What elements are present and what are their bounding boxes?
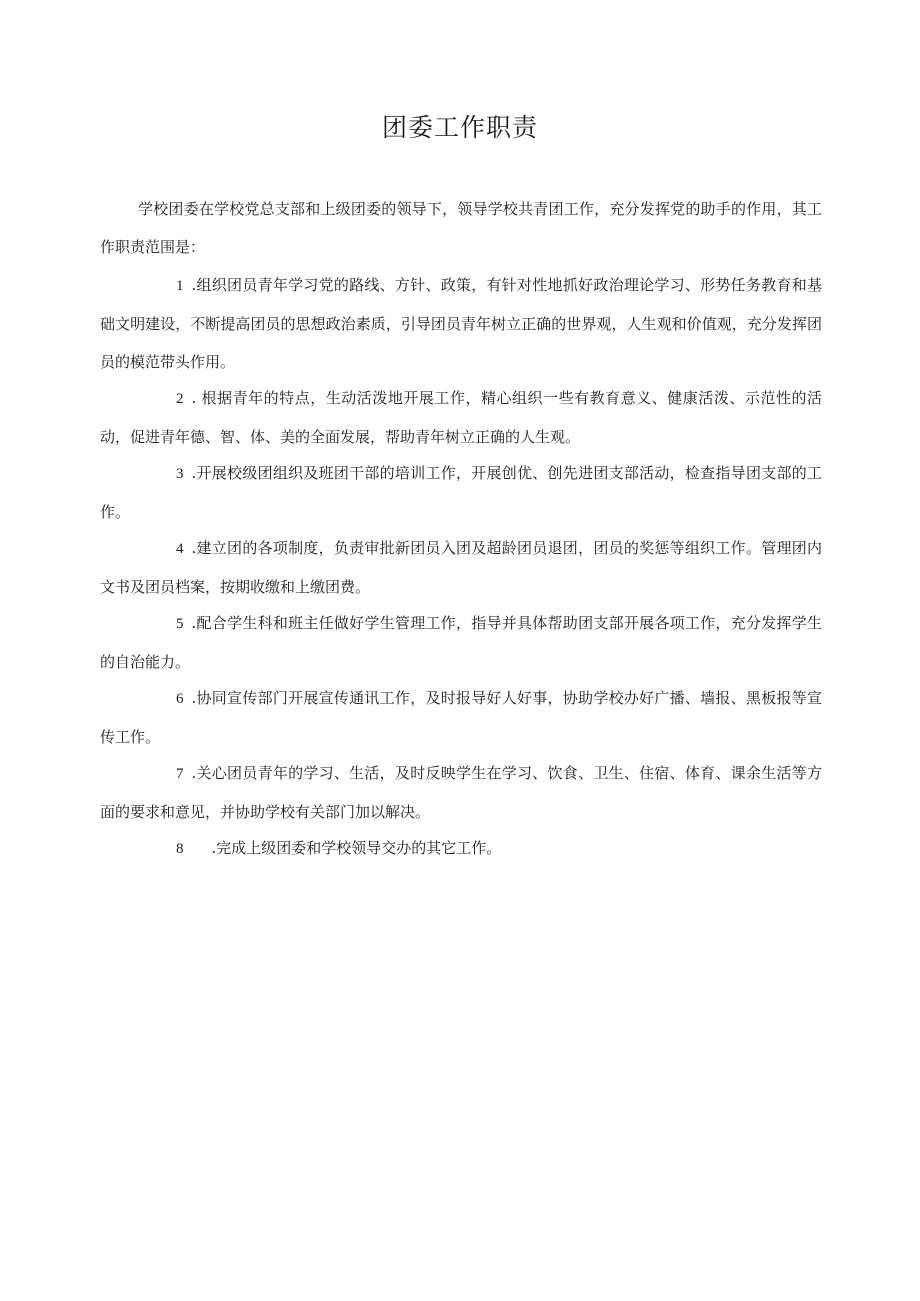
item-number: 4 <box>176 541 184 557</box>
item-text: .完成上级团委和学校领导交办的其它工作。 <box>211 839 502 857</box>
item-text: .建立团的各项制度，负责审批新团员入团及超龄团员退团，团员的奖惩等组织工作。管理团内文书及团员档案，按期收缴和上缴团费。 <box>100 539 822 596</box>
intro-paragraph: 学校团委在学校党总支部和上级团委的领导下，领导学校共青团工作，充分发挥党的助手的作用，其工作职责范围是： <box>100 200 822 256</box>
item-number: 6 <box>176 691 184 707</box>
item-text: . 根据青年的特点，生动活泼地开展工作，精心组织一些有教育意义、健康活泼、示范性的活动，促进青年德、智、体、美的全面发展，帮助青年树立正确的人生观。 <box>100 389 822 446</box>
item-number: 5 <box>176 616 184 632</box>
list-item <box>100 529 822 606</box>
item-text: .协同宣传部门开展宣传通讯工作，及时报导好人好事，协助学校办好广播、墙报、黑板报等宣传工作。 <box>100 689 822 746</box>
item-number: 3 <box>176 466 184 482</box>
page-title: 团委工作职责 <box>381 113 538 142</box>
list-item <box>100 679 822 756</box>
item-number: 7 <box>176 766 184 782</box>
item-text: .组织团员青年学习党的路线、方针、政策，有针对性地抓好政治理论学习、形势任务教育和基础文明建设，不断提高团员的思想政治素质，引导团员青年树立正确的世界观，人生观和价值观，充分发挥团员的模范带头作用。 <box>100 276 822 371</box>
item-text: .开展校级团组织及班团干部的培训工作，开展创优、创先进团支部活动，检查指导团支部的工作。 <box>100 464 822 521</box>
item-number: 8 <box>176 841 184 857</box>
list-item <box>100 379 822 456</box>
item-number: 1 <box>176 278 184 294</box>
list-item <box>100 266 822 381</box>
list-item <box>100 754 822 831</box>
list-item <box>100 604 822 681</box>
item-text: .关心团员青年的学习、生活，及时反映学生在学习、饮食、卫生、住宿、体育、课余生活等方面的要求和意见，并协助学校有关部门加以解决。 <box>100 764 822 821</box>
item-number: 2 <box>176 391 184 407</box>
list-item <box>100 829 822 868</box>
item-text: .配合学生科和班主任做好学生管理工作，指导并具体帮助团支部开展各项工作，充分发挥学生的自治能力。 <box>100 614 822 671</box>
list-item <box>100 454 822 531</box>
document-body <box>100 190 822 866</box>
